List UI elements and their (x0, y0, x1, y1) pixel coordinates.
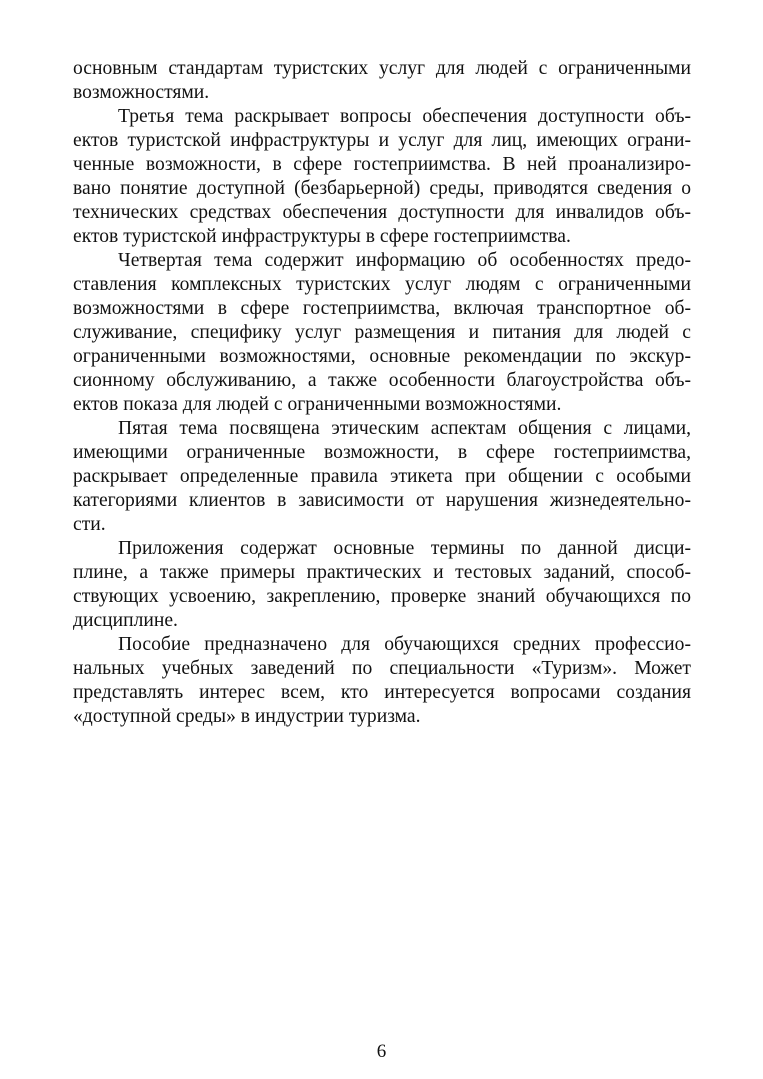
text-line: представлять интерес всем, кто интересуется вопросами создания (73, 682, 691, 703)
text-line: возможностями. (73, 82, 210, 103)
text-line: сионному обслуживанию, а также особенности благоустройства объ- (73, 370, 691, 391)
paragraph-4 (73, 417, 691, 537)
text-line: ектов туристской инфраструктуры и услуг для лиц, имеющих ограни- (73, 130, 691, 151)
text-line: ствующих усвоению, закреплению, проверке знаний обучающихся по (73, 586, 691, 607)
paragraph-2 (73, 105, 691, 249)
text-line: сти. (73, 514, 106, 535)
text-line: ектов показа для людей с ограниченными возможностями. (73, 394, 562, 415)
text-line: ченные возможности, в сфере гостеприимства. В ней проанализиро- (73, 154, 691, 175)
text-line: нальных учебных заведений по специальности «Туризм». Может (73, 658, 691, 679)
text-line: основным стандартам туристских услуг для людей с ограниченными (73, 58, 691, 79)
text-line: Пятая тема посвящена этическим аспектам общения с лицами, (118, 418, 691, 439)
text-line: дисциплине. (73, 610, 178, 631)
text-line: Приложения содержат основные термины по данной дисци- (118, 538, 691, 559)
text-line: Пособие предназначено для обучающихся средних профессио- (118, 634, 691, 655)
text-line: плине, а также примеры практических и тестовых заданий, способ- (73, 562, 691, 583)
paragraph-5 (73, 537, 691, 633)
text-line: раскрывает определенные правила этикета при общении с особыми (73, 466, 691, 487)
text-line: ограниченными возможностями, основные рекомендации по экскур- (73, 346, 691, 367)
text-line: «доступной среды» в индустрии туризма. (73, 706, 421, 727)
text-line: возможностями в сфере гостеприимства, включая транспортное об- (73, 298, 691, 319)
text-line: ставления комплексных туристских услуг людям с ограниченными (73, 274, 691, 295)
page-number: 6 (376, 1041, 387, 1062)
text-line: Третья тема раскрывает вопросы обеспечения доступности объ- (118, 106, 691, 127)
text-line: служивание, специфику услуг размещения и питания для людей с (73, 322, 691, 343)
body-text (73, 57, 691, 729)
paragraph-6 (73, 633, 691, 729)
paragraph-1 (73, 57, 691, 105)
text-line: вано понятие доступной (безбарьерной) среды, приводятся сведения о (73, 178, 691, 199)
text-line: ектов туристской инфраструктуры в сфере гостеприимства. (73, 226, 571, 247)
text-line: категориями клиентов в зависимости от нарушения жизнедеятельно- (73, 490, 691, 511)
text-line: Четвертая тема содержит информацию об особенностях предо- (118, 250, 691, 271)
text-line: технических средствах обеспечения доступности для инвалидов объ- (73, 202, 691, 223)
text-line: имеющими ограниченные возможности, в сфере гостеприимства, (73, 442, 691, 463)
paragraph-3 (73, 249, 691, 417)
